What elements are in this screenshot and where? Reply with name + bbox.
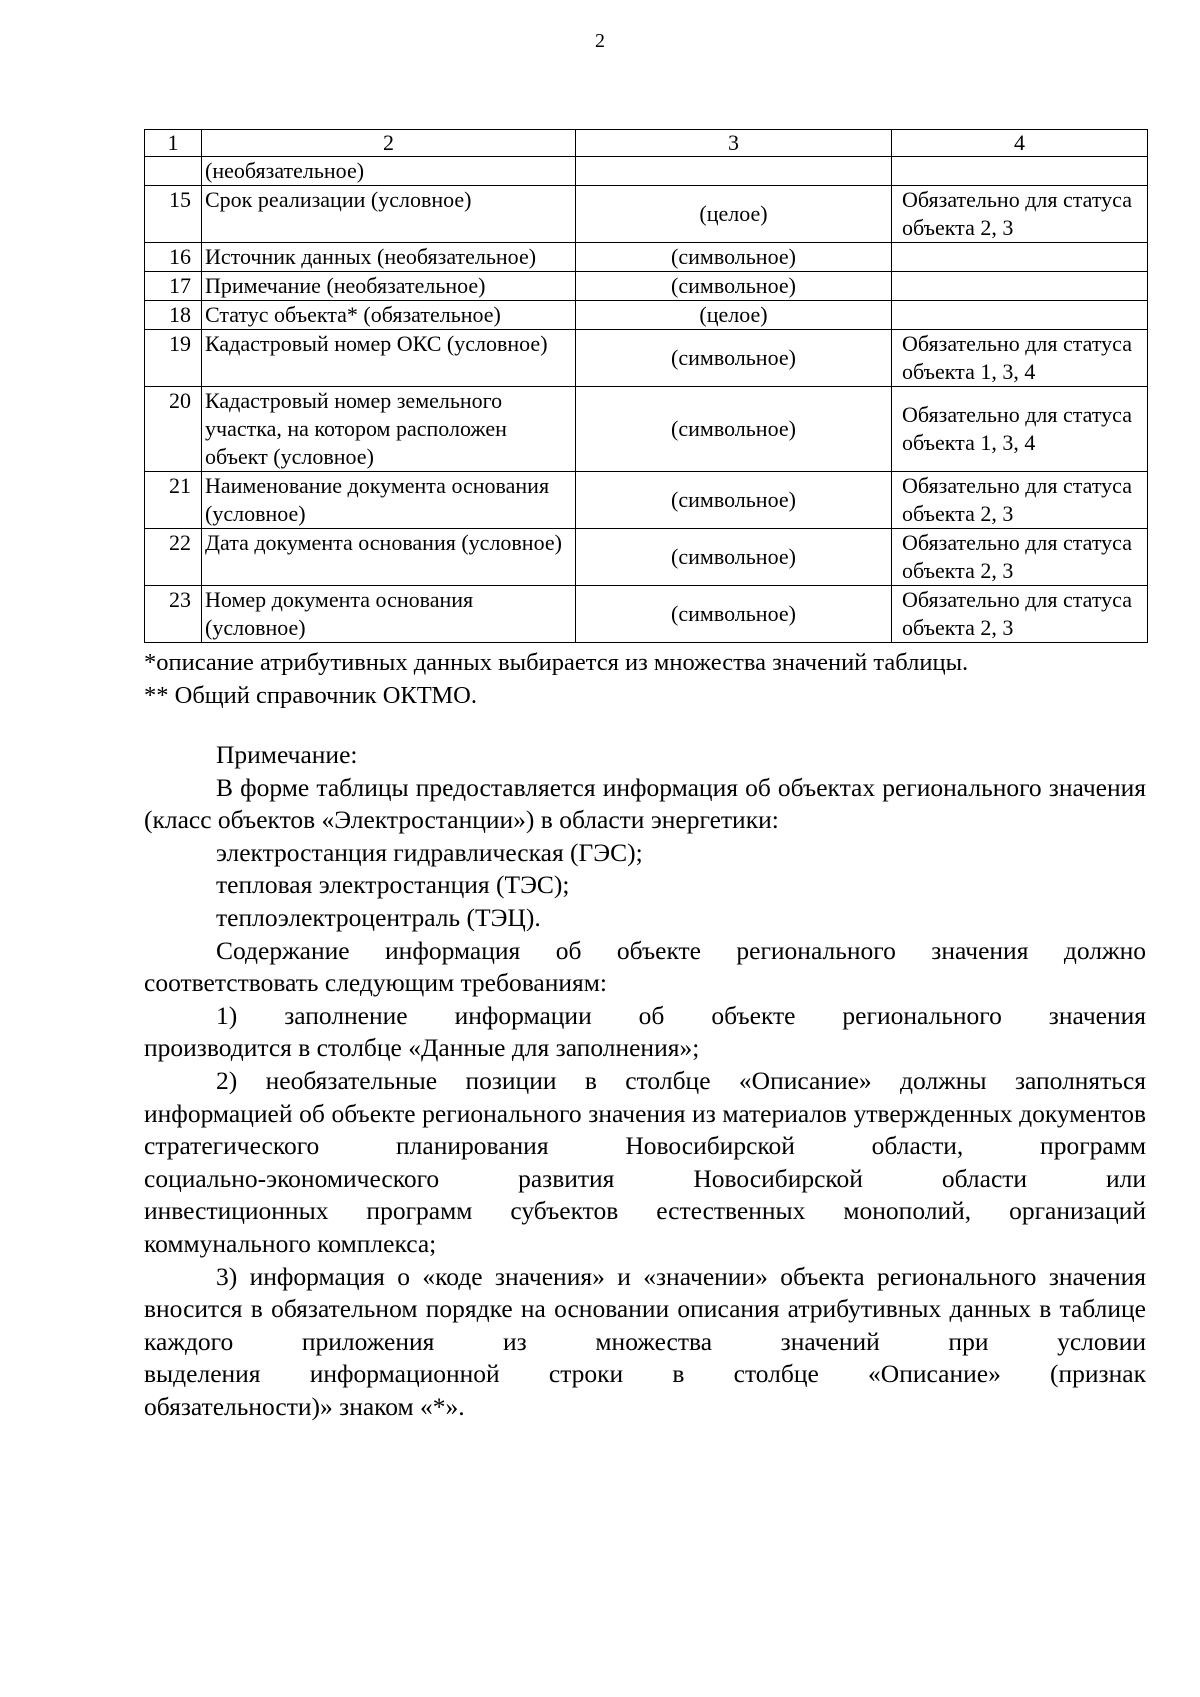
row-number-cell: 15 (145, 186, 202, 243)
attribute-name-cell: Наименование документа основания (условное) (202, 472, 576, 529)
condition-note-cell: Обязательно для статуса объекта 2, 3 (892, 186, 1148, 243)
footnote-oktmo: ** Общий справочник ОКТМО. (144, 682, 477, 709)
data-type-cell: (символьное) (576, 586, 892, 643)
table-row (145, 186, 1148, 243)
condition-note-cell: Обязательно для статуса объекта 1, 3, 4 (892, 330, 1148, 387)
data-type-cell: (символьное) (576, 387, 892, 472)
table-row (145, 243, 1148, 272)
requirement-3-head: 3) информация о «коде значения» и «значении» объекта регионального значения вносится в обязательном порядке на основании описания атрибутивных данных в таблице каждого приложения из множества значений при условии (144, 1261, 1146, 1356)
footnote-attribute-description: *описание атрибутивных данных выбирается из множества значений таблицы. (144, 649, 969, 676)
attribute-name-cell: Статус объекта* (обязательное) (202, 301, 576, 330)
row-number-cell: 16 (145, 243, 202, 272)
table-row (145, 157, 1148, 186)
requirement-3-mid: выделения информационной строки в столбце «Описание» (признак (144, 1359, 1146, 1389)
notes-intro: В форме таблицы предоставляется информация об объектах регионального значения (класс объектов «Электростанции») в области энергетики: (144, 772, 1146, 835)
condition-note-cell (892, 243, 1148, 272)
condition-note-cell: Обязательно для статуса объекта 2, 3 (892, 529, 1148, 586)
attribute-name-cell: (необязательное) (202, 157, 576, 186)
table-row (145, 387, 1148, 472)
notes-item-chp: теплоэлектроцентраль (ТЭЦ). (216, 902, 541, 932)
table-header-row (145, 130, 1148, 157)
row-number-cell: 22 (145, 529, 202, 586)
row-number-cell: 19 (145, 330, 202, 387)
condition-note-cell (892, 272, 1148, 301)
attribute-name-cell: Кадастровый номер земельного участка, на котором расположен объект (условное) (202, 387, 576, 472)
table-row (145, 472, 1148, 529)
page-number: 2 (595, 30, 605, 52)
condition-note-cell (892, 157, 1148, 186)
attribute-name-cell: Номер документа основания (условное) (202, 586, 576, 643)
notes-section (144, 739, 1146, 1423)
row-number-cell: 17 (145, 272, 202, 301)
data-type-cell: (целое) (576, 301, 892, 330)
table-header-cell: 3 (576, 130, 892, 157)
table-header-cell: 4 (892, 130, 1148, 157)
notes-heading: Примечание: (216, 740, 358, 769)
data-type-cell: (символьное) (576, 472, 892, 529)
requirement-2-mid: социально-экономического развития Новосибирской области или (144, 1163, 1146, 1193)
footnotes (144, 646, 1154, 712)
condition-note-cell: Обязательно для статуса объекта 2, 3 (892, 472, 1148, 529)
data-type-cell: (символьное) (576, 529, 892, 586)
attribute-name-cell: Примечание (необязательное) (202, 272, 576, 301)
requirement-2-head: 2) необязательные позиции в столбце «Описание» должны заполняться информацией об объекте регионального значения из материалов утвержденных документов стратегического планирования Новосибирской области, программ (144, 1065, 1146, 1161)
table-row (145, 529, 1148, 586)
data-type-cell: (символьное) (576, 272, 892, 301)
data-type-cell: (символьное) (576, 330, 892, 387)
table-row (145, 586, 1148, 643)
table-header-cell: 1 (145, 130, 202, 157)
attribute-name-cell: Источник данных (необязательное) (202, 243, 576, 272)
condition-note-cell: Обязательно для статуса объекта 2, 3 (892, 586, 1148, 643)
row-number-cell: 23 (145, 586, 202, 643)
table-row (145, 272, 1148, 301)
condition-note-cell (892, 301, 1148, 330)
data-type-cell: (символьное) (576, 243, 892, 272)
attribute-name-cell: Дата документа основания (условное) (202, 529, 576, 586)
notes-requirements-intro: Содержание информация об объекте регионального значения должно соответствовать следующим требованиям: (144, 935, 1146, 998)
requirement-1-line-1: 1) заполнение информации об объекте регионального значения (216, 1000, 1146, 1030)
row-number-cell: 21 (145, 472, 202, 529)
condition-note-cell: Обязательно для статуса объекта 1, 3, 4 (892, 387, 1148, 472)
table-row (145, 330, 1148, 387)
table-header-cell: 2 (202, 130, 576, 157)
row-number-cell: 20 (145, 387, 202, 472)
notes-item-hydro: электростанция гидравлическая (ГЭС); (216, 837, 643, 867)
row-number-cell (145, 157, 202, 186)
notes-item-thermal: тепловая электростанция (ТЭС); (216, 870, 570, 900)
table-row (145, 301, 1148, 330)
requirement-2-tail: инвестиционных программ субъектов естественных монополий, организаций коммунального комплекса; (144, 1196, 1146, 1258)
data-type-cell: (целое) (576, 186, 892, 243)
data-type-cell (576, 157, 892, 186)
attributes-table (144, 129, 1148, 643)
requirement-1-line-2: производится в столбце «Данные для заполнения»; (144, 1033, 700, 1063)
requirement-3-tail: обязательности)» знаком «*». (144, 1391, 465, 1421)
attribute-name-cell: Кадастровый номер ОКС (условное) (202, 330, 576, 387)
attribute-name-cell: Срок реализации (условное) (202, 186, 576, 243)
row-number-cell: 18 (145, 301, 202, 330)
